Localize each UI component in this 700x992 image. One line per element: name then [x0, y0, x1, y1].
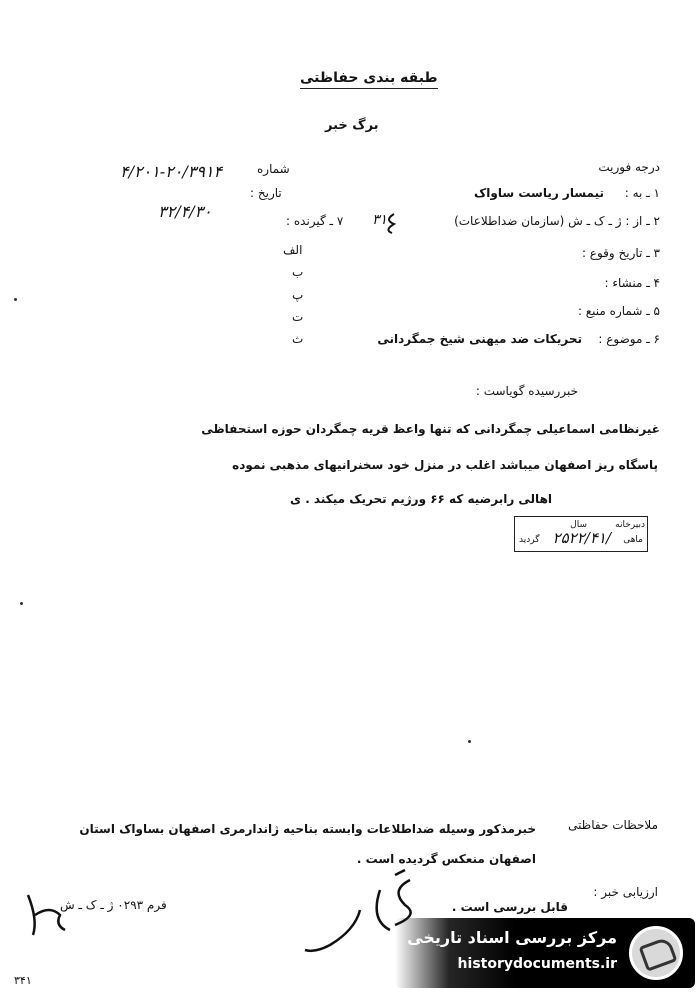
recipient-label: ۷ ـ گیرنده :: [286, 214, 344, 228]
source-number-label: ۵ ـ شماره منبع :: [577, 304, 660, 318]
stamp-side: دبیرخانه: [615, 520, 645, 530]
origin-label: ۴ ـ منشاء :: [604, 276, 660, 290]
page-number: ۳۴۱: [14, 974, 32, 987]
stamp-number: ۲۵۲۲/۴۱/: [552, 529, 611, 547]
margin-mark-icon: [20, 890, 70, 940]
number-value: ۴/۲۰۱-۲۰/۳۹۱۴: [120, 162, 223, 181]
watermark-url: historydocuments.ir: [457, 956, 617, 972]
remarks-line: خبرمذکور وسیله ضداطلاعات وابسته بناحیه ژاندارمری اصفهان بساواک استان: [79, 822, 536, 836]
watermark-title: مرکز بررسی اسناد تاریخی: [407, 928, 617, 947]
recipient-item: ت: [292, 310, 304, 324]
number-label: شماره: [257, 162, 290, 176]
stamp-line2: سال: [570, 520, 587, 530]
to-value: تیمسار ریاست ساواک: [473, 186, 604, 200]
scan-dot: [20, 602, 23, 605]
recipient-item: ب: [292, 265, 304, 279]
from-label: ۲ ـ از : ژ ـ ک ـ ش (سازمان ضداطلاعات): [454, 214, 660, 228]
watermark-band: [395, 918, 695, 988]
report-line: غیرنظامی اسماعیلی چمگردانی که تنها واعظ قریه چمگردان حوزه استحفاظی: [201, 422, 660, 436]
stamp-line1: ماهی: [623, 535, 643, 545]
evaluation-label: ارزیابی خبر :: [593, 885, 658, 899]
initial-mark-icon: [382, 212, 398, 234]
form-title: برگ خبر: [325, 118, 379, 133]
priority-label: درجه فوریت: [598, 160, 660, 174]
remarks-line: اصفهان منعکس گردیده است .: [356, 852, 536, 866]
report-intro: خبررسیده گویاست :: [475, 384, 578, 398]
classification-title: طبقه بندی حفاظتی: [300, 70, 438, 89]
remarks-label: ملاحظات حفاظتی: [568, 818, 658, 832]
stamp-note: گردید: [519, 535, 540, 545]
date-value: ۳۲/۴/۳۰: [158, 202, 212, 221]
recipient-item: ث: [292, 332, 304, 346]
registry-stamp: [514, 516, 648, 552]
scan-dot: [468, 740, 471, 743]
subject-label: ۶ ـ موضوع :: [598, 332, 660, 346]
from-mark: ۳۱: [372, 212, 388, 228]
to-label: ۱ ـ به :: [624, 186, 660, 200]
scan-dot: [14, 298, 17, 301]
recipient-item: پ: [292, 288, 304, 302]
date-label: تاریخ :: [250, 186, 282, 200]
form-number: فرم ۰۲۹۳ ژ ـ ک ـ ش: [60, 898, 167, 912]
report-line: اهالی رابرضیه که ۶۶ ورژیم تحریک میکند . ی: [290, 492, 552, 506]
subject-value: تحریکات ضد میهنی شیخ جمگردانی: [377, 332, 582, 346]
archive-logo-icon: [629, 926, 683, 980]
event-date-label: ۳ ـ تاریخ وقوع :: [581, 246, 660, 260]
evaluation-value: قابل بررسی است .: [451, 900, 568, 914]
recipient-item: الف: [283, 243, 303, 257]
report-line: پاسگاه ریز اصفهان میباشد اغلب در منزل خود سخنرانیهای مذهبی نموده: [232, 458, 658, 472]
